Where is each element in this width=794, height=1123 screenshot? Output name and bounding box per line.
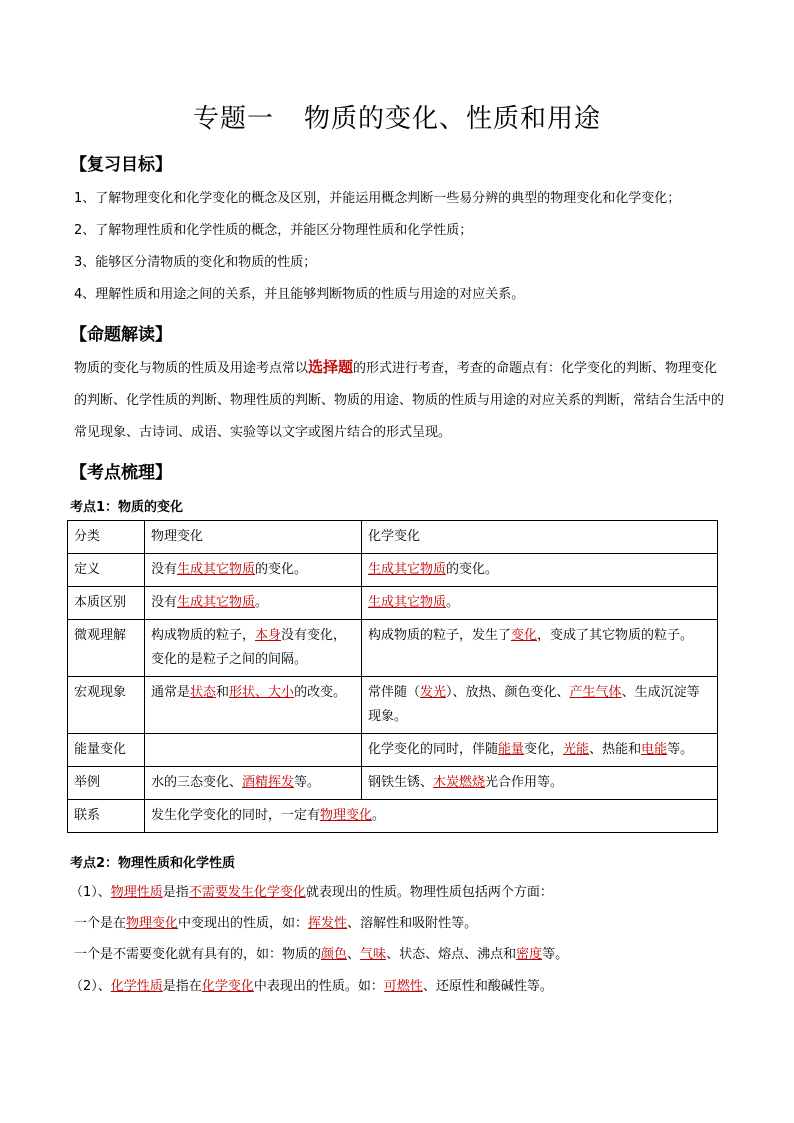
table-row xyxy=(68,800,718,833)
section-heading-review-goals: 【复习目标】 xyxy=(70,155,172,175)
table-cell: 通常是状态和形状、大小的改变。 xyxy=(145,677,362,734)
table-cell: 没有生成其它物质。 xyxy=(145,587,362,620)
table-cell: 物理变化 xyxy=(145,521,362,554)
kp2-line: 一个是不需要变化就有具有的，如：物质的颜色、气味、状态、熔点、沸点和密度等。 xyxy=(74,947,569,962)
kp1-title: 考点1：物质的变化 xyxy=(70,500,184,515)
table-row xyxy=(68,554,718,587)
table-cell: 能量变化 xyxy=(68,734,145,767)
table-cell: 生成其它物质的变化。 xyxy=(362,554,718,587)
table-cell: 本质区别 xyxy=(68,587,145,620)
table-cell: 微观理解 xyxy=(68,620,145,677)
table-cell: 发生化学变化的同时，一定有物理变化。 xyxy=(145,800,718,833)
kp2-line: （1）、物理性质是指不需要发生化学变化就表现出的性质。物理性质包括两个方面： xyxy=(70,885,553,900)
table-row xyxy=(68,767,718,800)
table-cell: 宏观现象 xyxy=(68,677,145,734)
table-row xyxy=(68,620,718,677)
kp2-title: 考点2：物理性质和化学性质 xyxy=(70,856,236,871)
table-row xyxy=(68,734,718,767)
table-cell xyxy=(145,734,362,767)
table-row xyxy=(68,521,718,554)
table-cell: 化学变化的同时，伴随能量变化，光能、热能和电能等。 xyxy=(362,734,718,767)
table-cell: 常伴随（发光）、放热、颜色变化、产生气体、生成沉淀等现象。 xyxy=(362,677,718,734)
table-row xyxy=(68,587,718,620)
section-heading-outline: 【考点梳理】 xyxy=(70,463,172,483)
table-cell: 水的三态变化、酒精挥发等。 xyxy=(145,767,362,800)
table-cell: 化学变化 xyxy=(362,521,718,554)
table-cell: 钢铁生锈、木炭燃烧光合作用等。 xyxy=(362,767,718,800)
kp2-line: （2）、化学性质是指在化学变化中表现出的性质。如：可燃性、还原性和酸碱性等。 xyxy=(70,979,553,994)
table-cell: 举例 xyxy=(68,767,145,800)
goal-item: 3、能够区分清物质的变化和物质的性质； xyxy=(74,255,317,270)
section-heading-interpretation: 【命题解读】 xyxy=(70,325,172,345)
table-cell: 联系 xyxy=(68,800,145,833)
table-cell: 分类 xyxy=(68,521,145,554)
interpretation-paragraph: 物质的变化与物质的性质及用途考点常以选择题的形式进行考查，考查的命题点有：化学变化的判断、物理变化的判断、化学性质的判断、物理性质的判断、物质的用途、物质的性质与用途的对应关系的判断，常结合生活中的常见现象、古诗词、成语、实验等以文字或图片结合的形式呈现。 xyxy=(74,358,725,440)
goal-item: 4、理解性质和用途之间的关系，并且能够判断物质的性质与用途的对应关系。 xyxy=(74,287,525,302)
table-row xyxy=(68,677,718,734)
table-cell: 生成其它物质。 xyxy=(362,587,718,620)
table-cell: 构成物质的粒子，本身没有变化，变化的是粒子之间的间隔。 xyxy=(145,620,362,677)
page-title: 专题一 物质的变化、性质和用途 xyxy=(192,104,602,134)
table-cell: 构成物质的粒子，发生了变化，变成了其它物质的粒子。 xyxy=(362,620,718,677)
kp2-line: 一个是在物理变化中变现出的性质，如：挥发性、溶解性和吸附性等。 xyxy=(74,916,478,931)
goal-item: 2、了解物理性质和化学性质的概念，并能区分物理性质和化学性质； xyxy=(74,223,473,238)
goal-item: 1、了解物理变化和化学变化的概念及区别，并能运用概念判断一些易分辨的典型的物理变化和化学变化； xyxy=(74,191,681,206)
table-cell: 没有生成其它物质的变化。 xyxy=(145,554,362,587)
table-cell: 定义 xyxy=(68,554,145,587)
changes-table xyxy=(67,520,718,833)
